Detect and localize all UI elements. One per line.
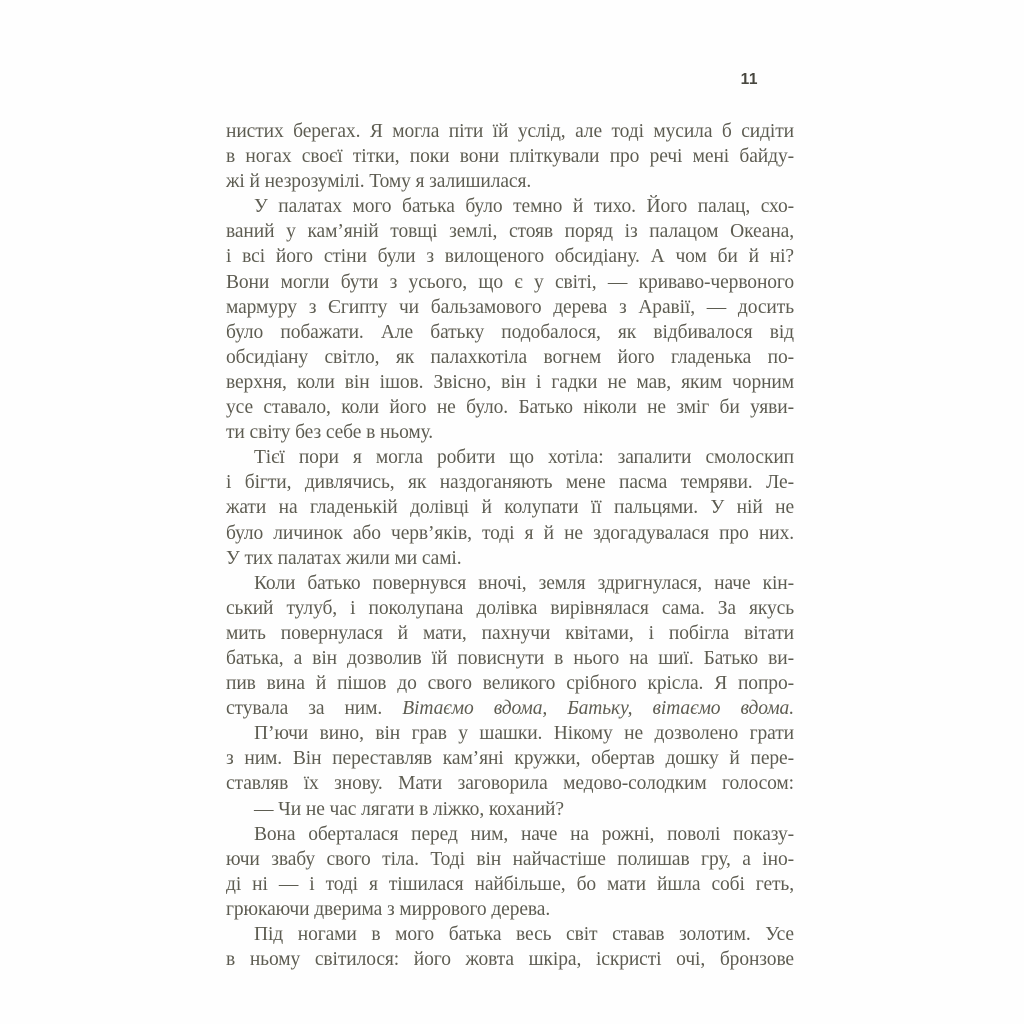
text-line — [226, 646, 794, 671]
text-line — [226, 746, 794, 771]
text-run: ський тулуб, і поколупана долівка вирівнялася сама. За якусь — [226, 597, 794, 619]
text-line — [226, 872, 794, 897]
text-line — [226, 470, 794, 495]
text-line — [226, 345, 794, 370]
text-line — [226, 721, 794, 746]
text-line — [226, 119, 794, 144]
paragraph — [226, 194, 794, 445]
text-line — [226, 822, 794, 847]
text-run: в ньому світилося: його жовта шкіра, іскристі очі, бронзове — [226, 949, 794, 971]
text-line — [226, 495, 794, 520]
text-run: пив вина й пішов до свого великого срібного крісла. Я попро- — [226, 673, 794, 695]
text-line — [226, 947, 794, 972]
text-run: усе ставало, коли його не було. Батько ніколи не зміг би уяви- — [226, 397, 794, 419]
text-run: батька, а він дозволив їй повиснути в нього на шиї. Батько ви- — [226, 647, 794, 669]
text-line — [226, 671, 794, 696]
text-run: в ногах своєї тітки, поки вони пліткували про речі мені байду- — [226, 146, 794, 168]
text-run: У палатах мого батька було темно й тихо. Його палац, схо- — [254, 196, 794, 218]
text-line — [226, 194, 794, 219]
text-line — [226, 420, 794, 445]
text-line — [226, 169, 794, 194]
page-number: 11 — [740, 71, 758, 88]
text-line — [226, 897, 794, 922]
text-run: Вона оберталася перед ним, наче на рожні, поволі показу- — [254, 823, 794, 845]
text-run: ти світу без себе в ньому. — [226, 422, 434, 444]
text-line — [226, 596, 794, 621]
text-run: П’ючи вино, він грав у шашки. Нікому не дозволено грати — [254, 723, 794, 745]
text-run: грюкаючи дверима з миррового дерева. — [226, 898, 551, 920]
paragraph — [226, 119, 794, 194]
text-run: нистих берегах. Я могла піти їй услід, але тоді мусила б сидіти — [226, 121, 794, 142]
text-run: і бігти, дивлячись, як наздоганяють мене пасма темряви. Ле- — [226, 472, 794, 494]
paragraph — [226, 922, 794, 972]
text-run: ваний у кам’яній товщі землі, стояв поряд із палацом Океана, — [226, 221, 794, 243]
paragraph — [226, 721, 794, 796]
text-run: обсидіану світло, як палахкотіла вогнем його гладенька по- — [226, 346, 794, 368]
text-line — [226, 370, 794, 395]
text-line — [226, 621, 794, 646]
paragraph — [226, 822, 794, 922]
text-run: ставляв їх знову. Мати заговорила медово-солодким голосом: — [226, 773, 794, 795]
text-run: У тих палатах жили ми самі. — [226, 547, 462, 569]
text-run: Тієї пори я могла робити що хотіла: запалити смолоскип — [254, 447, 794, 469]
text-run: жі й незрозумілі. Тому я залишилася. — [226, 171, 532, 193]
text-line — [226, 696, 794, 721]
text-line — [226, 521, 794, 546]
text-line — [226, 771, 794, 796]
text-run: верхня, коли він ішов. Звісно, він і гадки не мав, яким чорним — [226, 371, 794, 393]
text-block — [226, 119, 794, 972]
text-line — [226, 295, 794, 320]
text-line — [226, 320, 794, 345]
text-run: — Чи не час лягати в ліжко, коханий? — [254, 798, 564, 820]
text-run: Коли батько повернувся вночі, земля здригнулася, наче кін- — [254, 572, 794, 594]
paragraph — [226, 797, 794, 822]
text-run: Під ногами в мого батька весь світ ставав золотим. Усе — [254, 924, 794, 945]
text-line — [226, 571, 794, 596]
text-line — [226, 219, 794, 244]
text-run: було личинок або черв’яків, тоді я й не здогадувалася про них. — [226, 522, 794, 544]
text-run: з ним. Він переставляв кам’яні кружки, обертав дошку й пере- — [226, 748, 794, 770]
text-line — [226, 244, 794, 269]
text-run: і всі його стіни були з вилощеного обсидіану. А чом би й ні? — [226, 246, 794, 268]
text-line — [226, 546, 794, 571]
text-line — [226, 922, 794, 947]
text-line — [226, 797, 794, 822]
paragraph — [226, 571, 794, 722]
text-line — [226, 144, 794, 169]
paragraph — [226, 445, 794, 570]
text-run: було побажати. Але батьку подобалося, як відбивалося від — [226, 321, 794, 343]
text-run: Вони могли бути з усього, що є у світі, — криваво-червоного — [226, 271, 794, 293]
text-run: жати на гладенькій долівці й колупати її пальцями. У ній не — [226, 497, 794, 519]
text-run: мить повернулася й мати, пахнучи квітами, і побігла вітати — [226, 622, 794, 644]
text-run: стувала за ним. — [226, 698, 403, 720]
italic-text-run: Вітаємо вдома, Батьку, вітаємо вдома. — [402, 698, 794, 720]
text-line — [226, 270, 794, 295]
text-line — [226, 395, 794, 420]
text-run: мармуру з Єгипту чи бальзамового дерева з Аравії, — досить — [226, 296, 794, 318]
text-run: ді ні — і тоді я тішилася найбільше, бо мати йшла собі геть, — [226, 873, 794, 895]
text-run: ючи звабу свого тіла. Тоді він найчастіше полишав гру, а іно- — [226, 848, 794, 870]
text-line — [226, 847, 794, 872]
text-line — [226, 445, 794, 470]
